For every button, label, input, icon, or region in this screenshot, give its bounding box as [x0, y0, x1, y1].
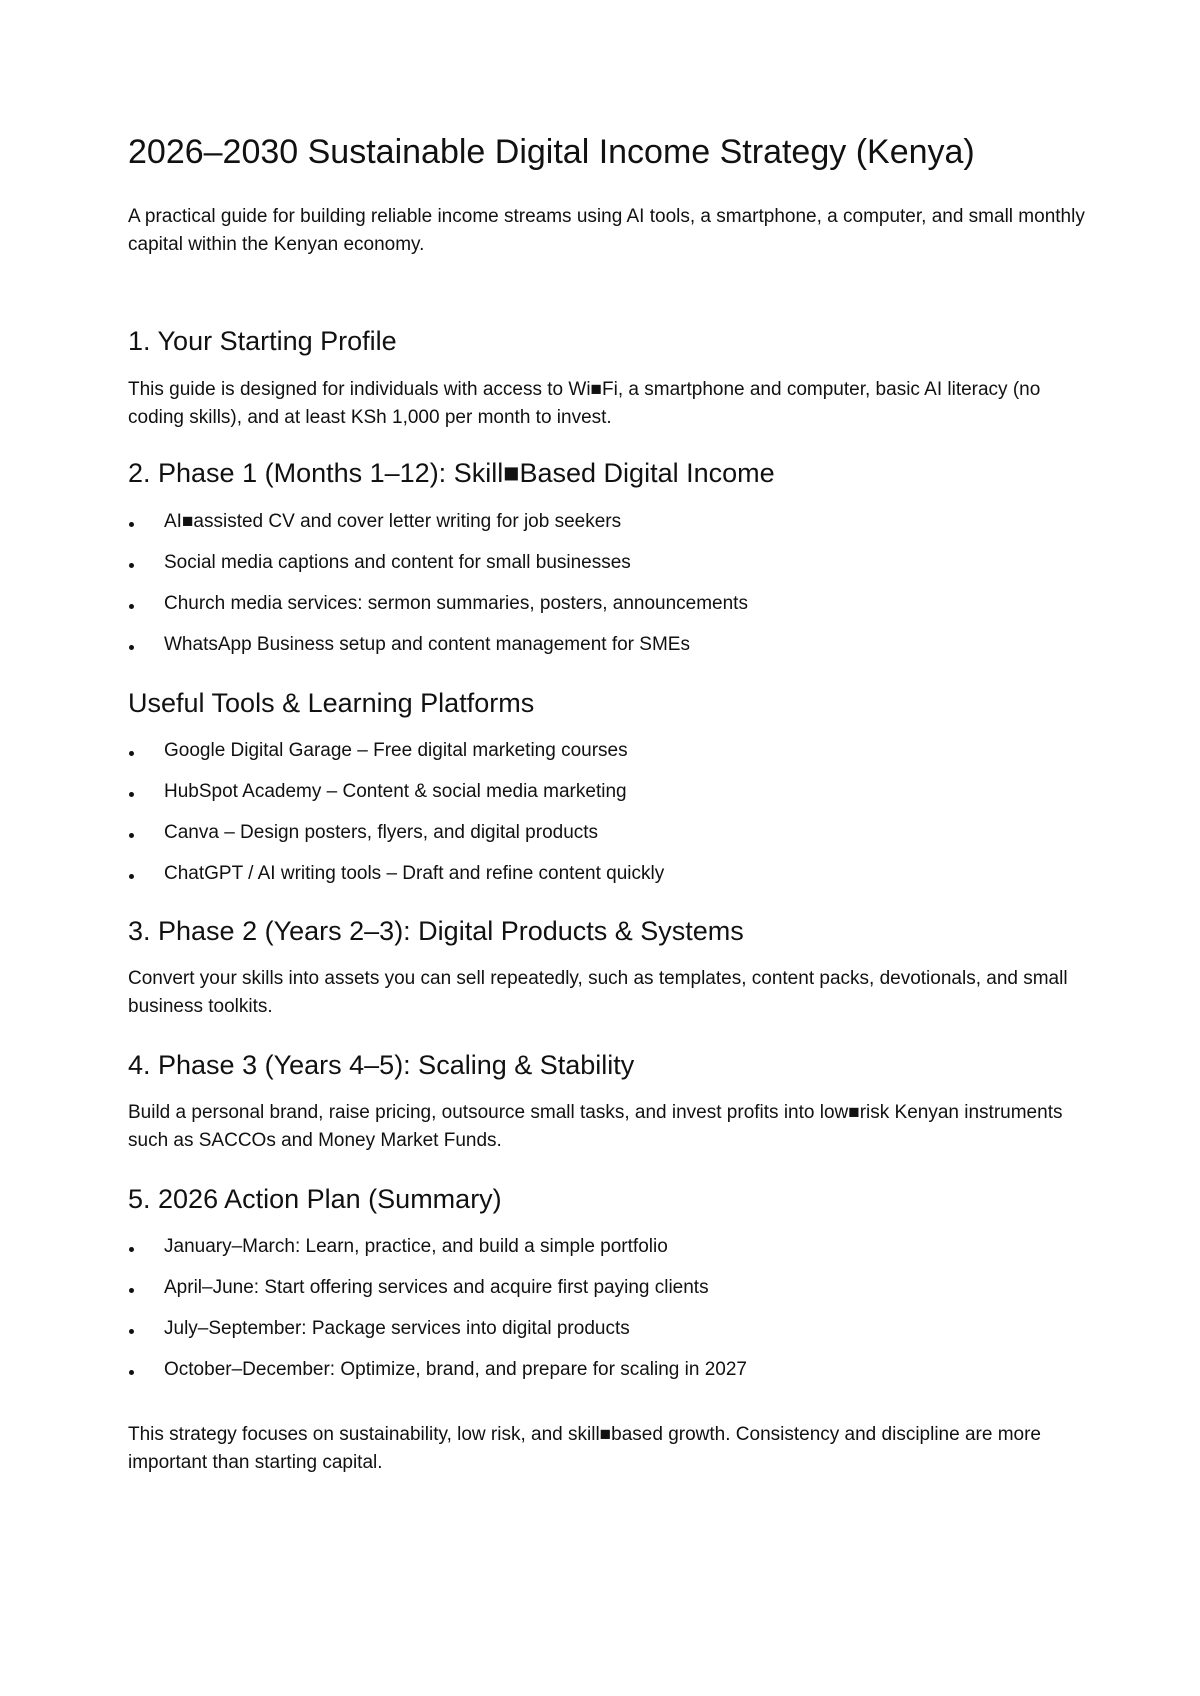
phase-1-list	[128, 508, 1088, 672]
list-item: Church media services: sermon summaries, posters, announcements	[128, 590, 1088, 631]
tools-heading: Useful Tools & Learning Platforms	[128, 688, 535, 718]
list-item: April–June: Start offering services and acquire first paying clients	[128, 1274, 1088, 1315]
tools-list	[128, 737, 1088, 901]
list-item: October–December: Optimize, brand, and prepare for scaling in 2027	[128, 1356, 1088, 1397]
section-2-heading: 2. Phase 1 (Months 1–12): Skill■Based Digital Income	[128, 458, 775, 488]
section-4-heading: 4. Phase 3 (Years 4–5): Scaling & Stability	[128, 1050, 635, 1080]
list-item: HubSpot Academy – Content & social media marketing	[128, 778, 1088, 819]
list-item: ChatGPT / AI writing tools – Draft and refine content quickly	[128, 860, 1088, 901]
section-5-heading: 5. 2026 Action Plan (Summary)	[128, 1184, 502, 1214]
section-1-body: This guide is designed for individuals with access to Wi■Fi, a smartphone and computer, basic AI literacy (no coding skills), and at least KSh 1,000 per month to invest.	[128, 379, 1041, 428]
list-item: Google Digital Garage – Free digital marketing courses	[128, 737, 1088, 778]
section-3-body: Convert your skills into assets you can sell repeatedly, such as templates, content packs, devotionals, and small business toolkits.	[128, 968, 1068, 1017]
list-item: AI■assisted CV and cover letter writing for job seekers	[128, 508, 1088, 549]
list-item: Canva – Design posters, flyers, and digital products	[128, 819, 1088, 860]
intro-paragraph: A practical guide for building reliable income streams using AI tools, a smartphone, a computer, and small monthly capital within the Kenyan economy.	[128, 206, 1085, 255]
list-item: July–September: Package services into digital products	[128, 1315, 1088, 1356]
section-1-heading: 1. Your Starting Profile	[128, 326, 397, 356]
section-4-body: Build a personal brand, raise pricing, outsource small tasks, and invest profits into low■risk Kenyan instruments such as SACCOs and Money Market Funds.	[128, 1102, 1063, 1151]
conclusion-paragraph: This strategy focuses on sustainability, low risk, and skill■based growth. Consistency and discipline are more important than starting capital.	[128, 1424, 1041, 1473]
list-item: Social media captions and content for small businesses	[128, 549, 1088, 590]
section-3-heading: 3. Phase 2 (Years 2–3): Digital Products & Systems	[128, 916, 744, 946]
list-item: WhatsApp Business setup and content management for SMEs	[128, 631, 1088, 672]
action-plan-list	[128, 1233, 1088, 1397]
document-title: 2026–2030 Sustainable Digital Income Strategy (Kenya)	[128, 133, 975, 171]
list-item: January–March: Learn, practice, and build a simple portfolio	[128, 1233, 1088, 1274]
